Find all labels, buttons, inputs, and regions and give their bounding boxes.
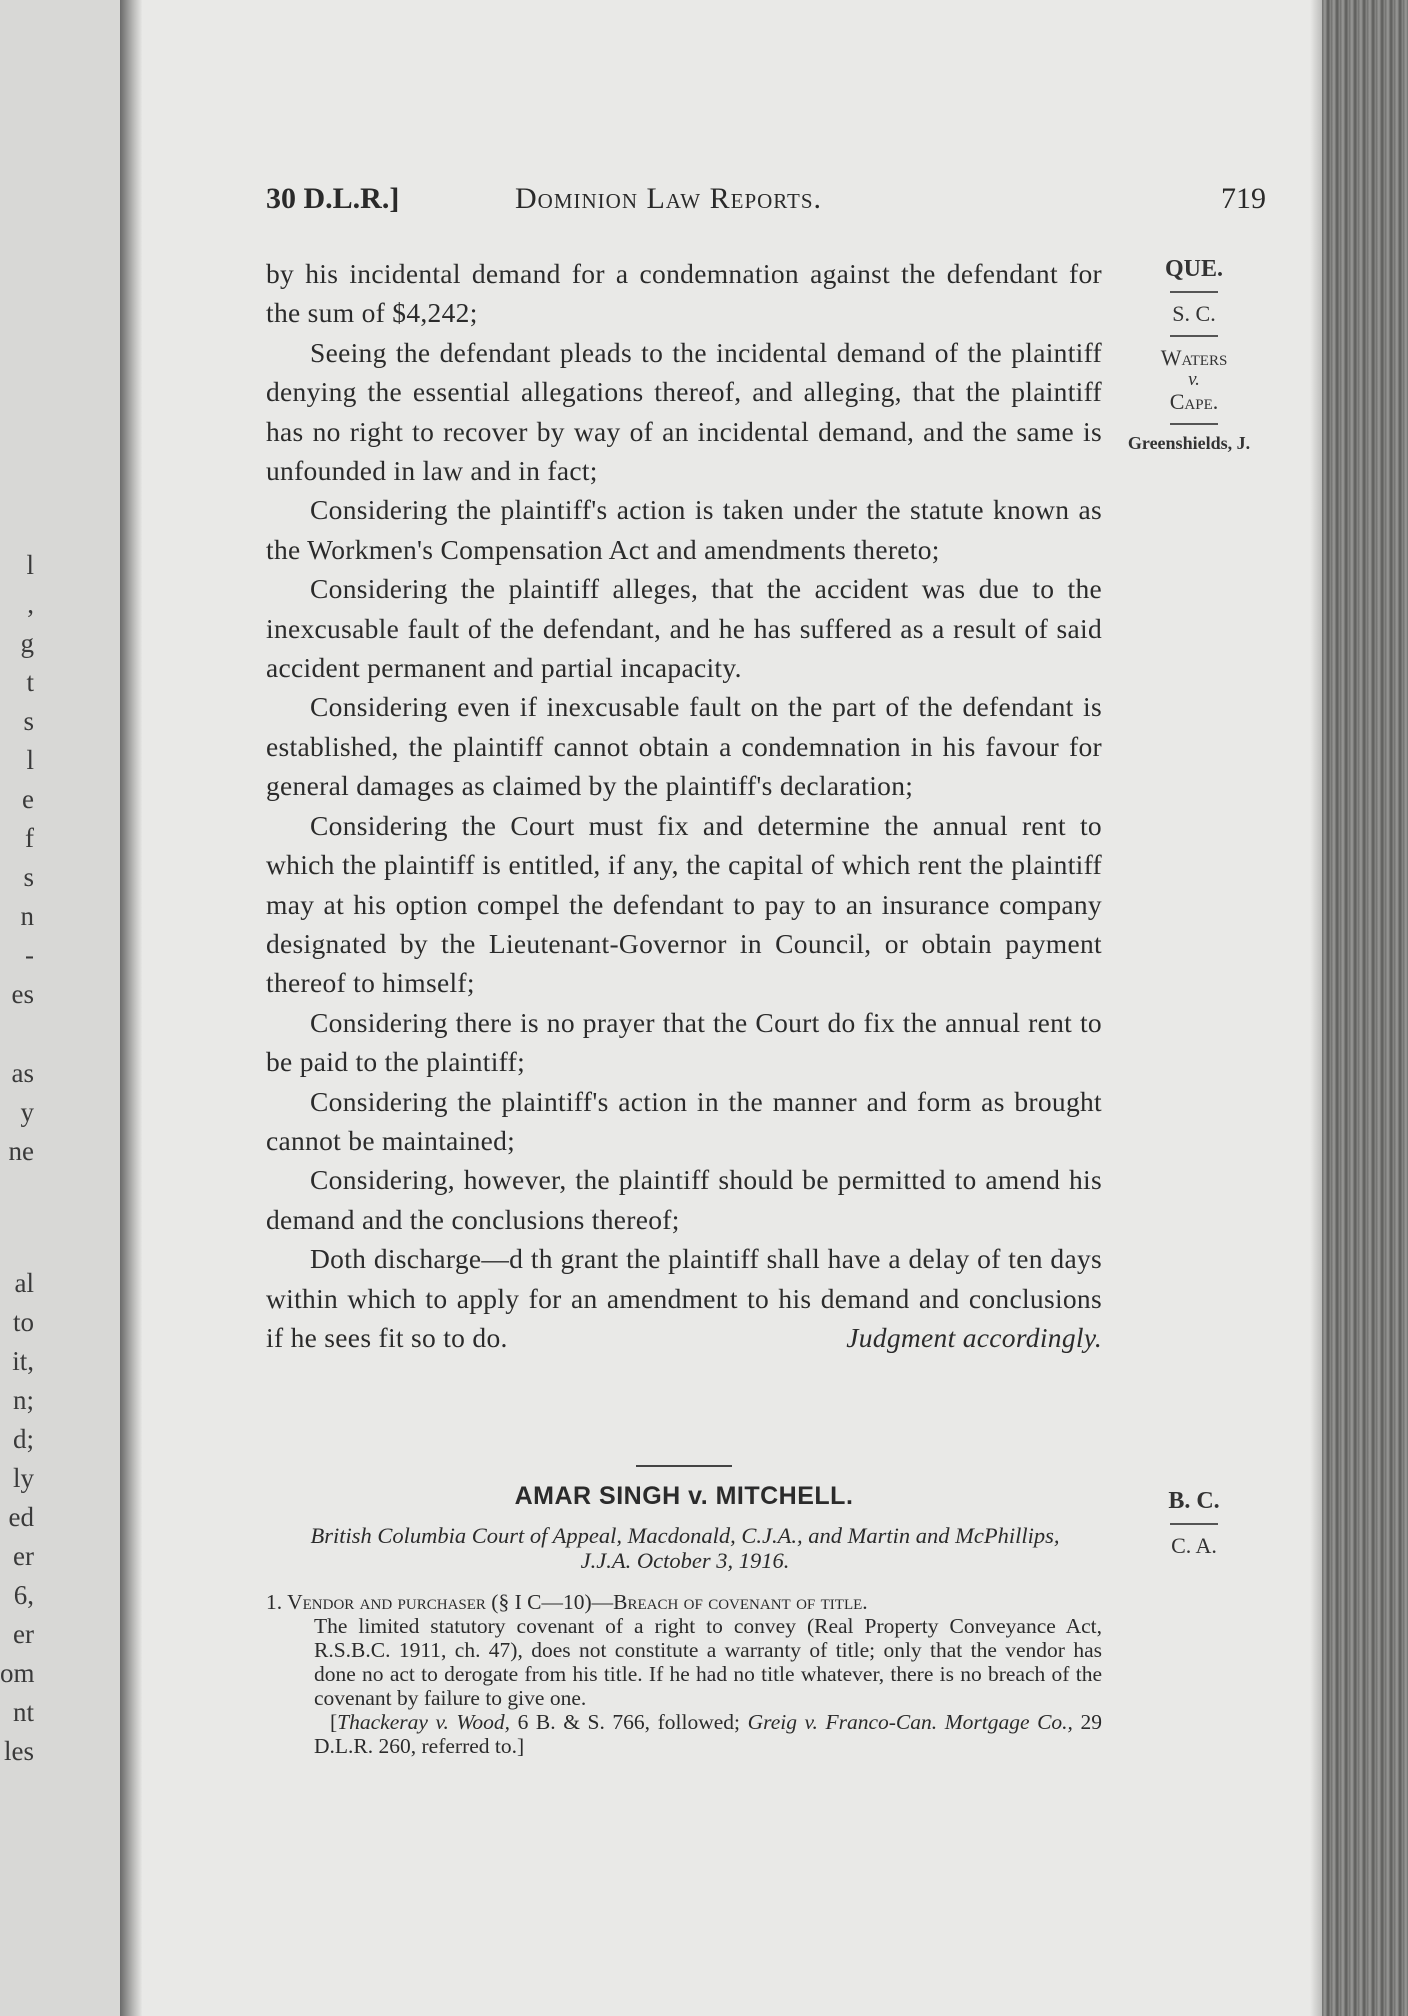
facing-page-fragment: g <box>20 628 34 658</box>
judgment-body <box>266 254 1102 1357</box>
margin-province: QUE. <box>1164 256 1223 282</box>
facing-page-fragment: to <box>12 1307 34 1337</box>
headnote <box>266 1590 1102 1758</box>
facing-page-fragment: 6, <box>13 1580 34 1610</box>
paragraph-text: Doth discharge—d th grant the plaintiff shall have a delay of ten days within which to apply for an amendment to his demand and conclusions if he sees fit so to do. <box>266 1243 1102 1353</box>
margin-note-case2 <box>1134 1488 1254 1559</box>
facing-page-fragment: ly <box>12 1463 34 1493</box>
paragraph: Considering the Court must fix and determine the annual rent to which the plaintiff is entitled, if any, the capital of which rent the plaintiff may at his option compel the defendant to pay to an insurance company designated by the Lieutenant-Governor in Council, or obtain payment thereof to himself; <box>266 809 1102 999</box>
judgment-disposition: Judgment accordingly. <box>846 1321 1102 1353</box>
facing-page-fragment: , <box>27 589 34 619</box>
facing-page-fragment: nt <box>12 1697 34 1727</box>
facing-page-fragment: - <box>25 940 34 970</box>
paragraph: Considering, however, the plaintiff should be permitted to amend his demand and the conclusions thereof; <box>266 1164 1102 1235</box>
headnote-citations: [Thackeray v. Wood, 6 B. & S. 766, followed; Greig v. Franco-Can. Mortgage Co., 29 D.L.R. 260, referred to.] <box>314 1710 1103 1758</box>
book-page-edges <box>1322 0 1408 2016</box>
paragraph: Considering even if inexcusable fault on the part of the defendant is established, the plaintiff cannot obtain a condemnation in his favour for general damages as claimed by the plaintiff's declaration; <box>266 691 1102 802</box>
citation-case-2: Greig v. Franco-Can. Mortgage Co., <box>747 1710 1073 1734</box>
facing-page-fragment: ed <box>8 1502 34 1532</box>
facing-page-fragment: n; <box>12 1385 34 1415</box>
facing-page-fragment: y <box>20 1097 34 1127</box>
margin-party-2: Cape. <box>1169 389 1219 414</box>
facing-page-fragment: s <box>23 862 34 892</box>
page-number: 719 <box>1221 182 1266 215</box>
facing-page-fragment: er <box>13 1541 34 1571</box>
headnote-heading <box>266 1590 1102 1614</box>
headnote-text-body: The limited statutory covenant of a right to convey (Real Property Conveyance Act, R.S.B.C. 1911, ch. 47), does not constitute a warranty of title; only that the vendor has done no act to derogate from his title. If he had no title whatever, there is no breach of the covenant by failure to give one. <box>314 1614 1102 1710</box>
paragraph: by his incidental demand for a condemnation against the defendant for the sum of $4,242; <box>266 258 1102 329</box>
facing-page-fragment: e <box>22 784 34 814</box>
margin-note-case1 <box>1127 256 1254 454</box>
running-head-volume: 30 D.L.R.] <box>266 182 400 215</box>
headnote-text <box>266 1614 1102 1710</box>
paragraph: Seeing the defendant pleads to the incidental demand of the plaintiff denying the essential allegations thereof, and alleging, that the plaintiff has no right to recover by way of an incidental demand, and the same is unfounded in law and in fact; <box>266 336 1102 487</box>
facing-page-fragment: l <box>26 550 34 580</box>
facing-page-fragment: d; <box>12 1424 34 1454</box>
case-separator-rule <box>636 1465 732 1467</box>
facing-page-fragment: n <box>20 901 34 931</box>
citation-rest-2: 29 D.L.R. 260, referred to.] <box>314 1710 1103 1758</box>
margin-judge: Greenshields, J. <box>1127 433 1251 453</box>
margin-party-1: Waters <box>1160 345 1228 370</box>
facing-page-fragment: er <box>13 1619 34 1649</box>
citation-rest-1: 6 B. & S. 766, followed; <box>517 1710 741 1734</box>
running-head-title: Dominion Law Reports. <box>515 182 823 215</box>
paragraph: Considering there is no prayer that the Court do fix the annual rent to be paid to the plaintiff; <box>266 1006 1102 1078</box>
margin-province: B. C. <box>1168 1488 1220 1514</box>
facing-page-fragment: f <box>25 823 34 853</box>
facing-page-fragment: les <box>4 1736 34 1766</box>
margin-court: S. C. <box>1172 301 1216 326</box>
facing-page-fragment: al <box>14 1268 34 1298</box>
book-gutter <box>120 0 142 2016</box>
facing-page-edge <box>0 0 122 2016</box>
facing-page-fragment: as <box>11 1058 34 1088</box>
margin-versus: v. <box>1188 369 1200 390</box>
facing-page-fragment: l <box>26 745 34 775</box>
facing-page-fragment: es <box>11 979 34 1009</box>
paragraph-final <box>266 1239 1102 1357</box>
citation-case-1: Thackeray v. Wood, <box>337 1710 510 1734</box>
facing-page-fragment: om <box>0 1658 35 1688</box>
paragraph: Considering the plaintiff's action in the manner and form as brought cannot be maintained; <box>266 1085 1102 1156</box>
court-and-date: British Columbia Court of Appeal, Macdonald, C.J.A., and Martin and McPhillips, J.J.A. October 3, 1916. <box>310 1523 1060 1573</box>
paragraph: Considering the plaintiff alleges, that the accident was due to the inexcusable fault of the defendant, and he has suffered as a result of said accident permanent and partial incapacity. <box>266 573 1102 684</box>
headnote-heading-text: 1. Vendor and purchaser (§ I C—10)—Breach of covenant of title. <box>266 1590 868 1614</box>
case-title: AMAR SINGH v. MITCHELL. <box>514 1482 854 1510</box>
facing-page-fragment: t <box>26 667 34 697</box>
margin-court: C. A. <box>1171 1533 1217 1558</box>
facing-page-fragment: it, <box>12 1346 34 1376</box>
facing-page-fragment: s <box>23 706 34 736</box>
paragraph: Considering the plaintiff's action is taken under the statute known as the Workmen's Compensation Act and amendments thereto; <box>266 494 1102 565</box>
facing-page-fragment: ne <box>8 1136 34 1166</box>
